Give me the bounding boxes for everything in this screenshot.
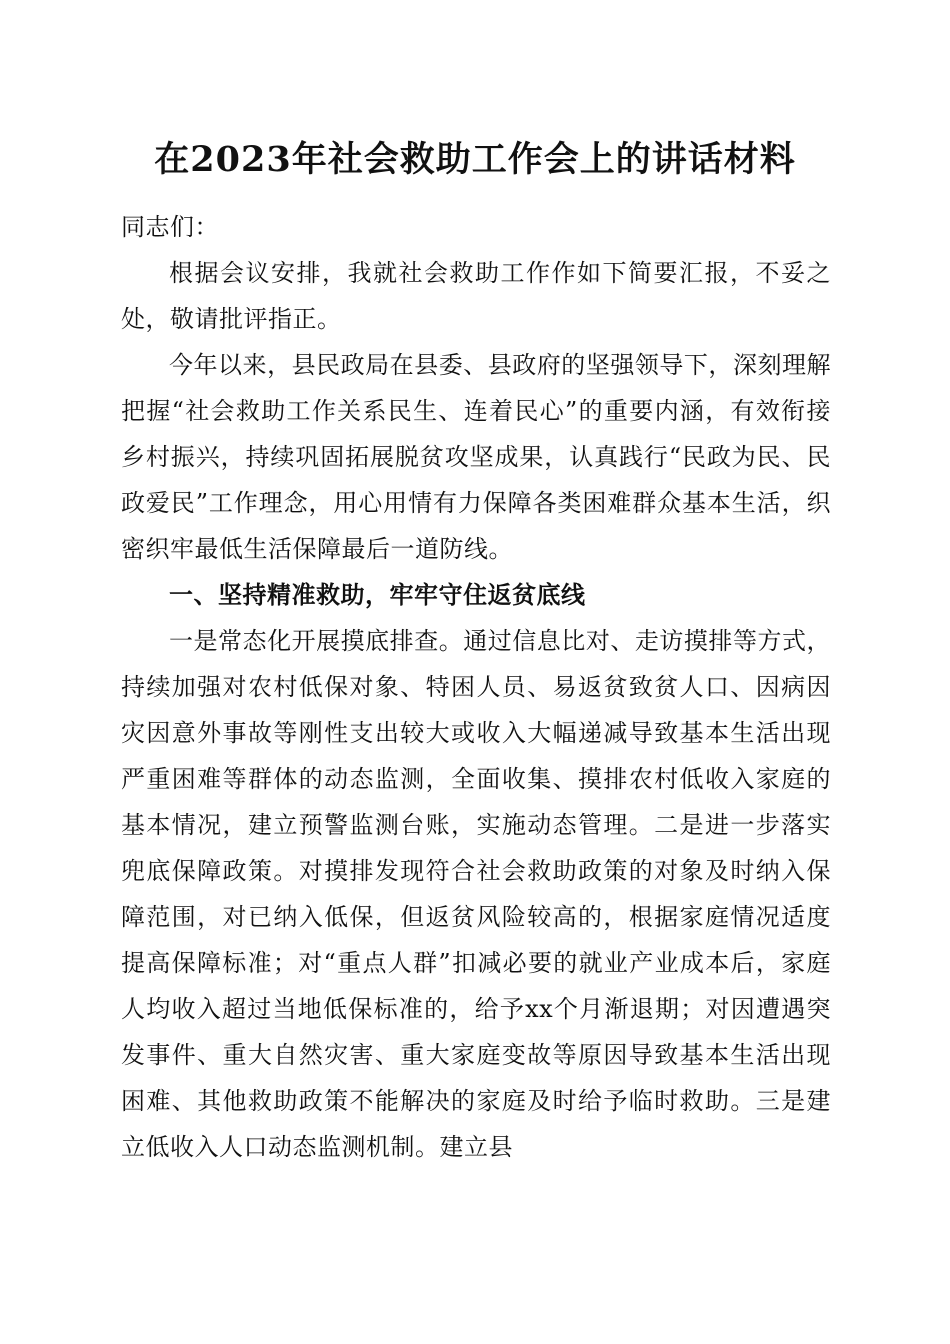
salutation: 同志们： xyxy=(121,213,219,241)
document-body xyxy=(121,204,831,1170)
section-1-paragraph: 一是常态化开展摸底排查。通过信息比对、走访摸排等方式，持续加强对农村低保对象、特困人员、易返贫致贫人口、因病因灾因意外事故等刚性支出较大或收入大幅递减导致基本生活出现严重困难等群体的动态监测，全面收集、摸排农村低收入家庭的基本情况，建立预警监测台账，实施动态管理。二是进一步落实兜底保障政策。对摸排发现符合社会救助政策的对象及时纳入保障范围，对已纳入低保，但返贫风险较高的，根据家庭情况适度提高保障标准；对“重点人群”扣减必要的就业产业成本后，家庭人均收入超过当地低保标准的，给予xx个月渐退期；对因遭遇突发事件、重大自然灾害、重大家庭变故等原因导致基本生活出现困难、其他救助政策不能解决的家庭及时给予临时救助。三是建立低收入人口动态监测机制。建立县 xyxy=(121,627,831,1161)
paragraph-overview: 今年以来，县民政局在县委、县政府的坚强领导下，深刻理解把握“社会救助工作关系民生、连着民心”的重要内涵，有效衔接乡村振兴，持续巩固拓展脱贫攻坚成果，认真践行“民政为民、民政爱民”工作理念，用心用情有力保障各类困难群众基本生活，织密织牢最低生活保障最后一道防线。 xyxy=(121,351,831,563)
section-heading-1: 一、坚持精准救助，牢牢守住返贫底线 xyxy=(169,581,586,609)
document-title: 在2023年社会救助工作会上的讲话材料 xyxy=(154,139,796,180)
paragraph-intro: 根据会议安排，我就社会救助工作作如下简要汇报，不妥之处，敬请批评指正。 xyxy=(121,259,831,333)
